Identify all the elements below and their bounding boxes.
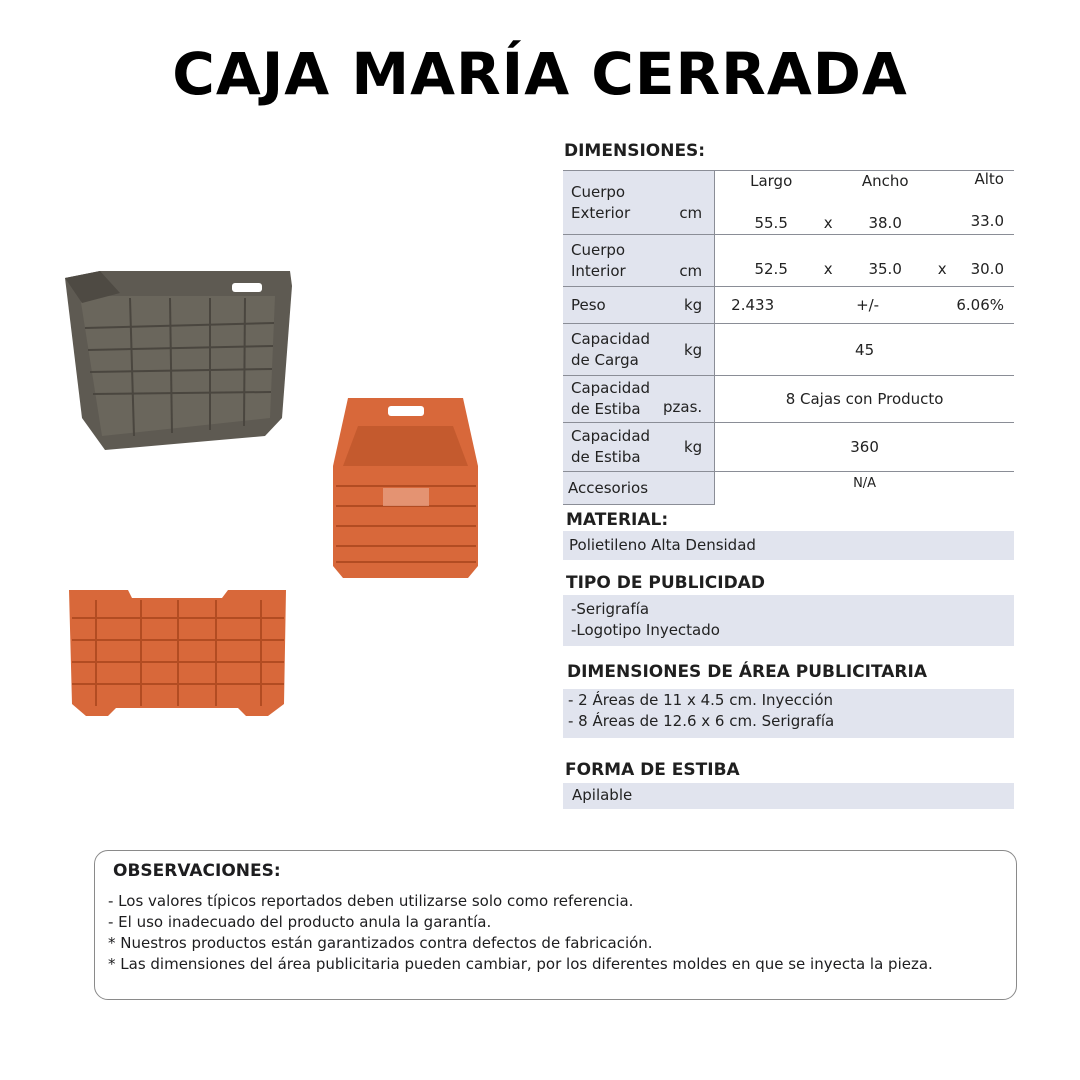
times-sign: x: [823, 214, 833, 232]
value-largo: 52.5: [754, 259, 788, 278]
row-unit: cm: [663, 235, 715, 287]
row-label: Accesorios: [563, 472, 663, 505]
row-unit: cm: [663, 171, 715, 235]
list-item: - Los valores típicos reportados deben utilizarse solo como referencia.: [108, 892, 634, 910]
observaciones-heading: OBSERVACIONES:: [113, 861, 281, 881]
value-ancho: 35.0: [868, 259, 902, 278]
dimensions-heading: DIMENSIONES:: [564, 141, 706, 161]
value-alto: 30.0: [970, 259, 1004, 278]
row-label: Capacidad: [571, 379, 651, 397]
header-largo: Largo: [750, 172, 793, 190]
list-item: -Logotipo Inyectado: [571, 621, 720, 639]
publicidad-heading: TIPO DE PUBLICIDAD: [566, 573, 765, 593]
material-value: [563, 531, 1014, 560]
table-row: [563, 324, 1014, 376]
estiba-text: Apilable: [572, 786, 633, 804]
table-row: [563, 472, 1014, 505]
row-label: de Carga: [571, 350, 639, 369]
table-row: [563, 423, 1014, 472]
material-text: Polietileno Alta Densidad: [569, 536, 756, 554]
value-largo: 55.5: [754, 214, 788, 232]
value-peso: 2.433: [731, 296, 775, 314]
list-item: - El uso inadecuado del producto anula la garantía.: [108, 913, 492, 931]
header-alto: Alto: [974, 170, 1004, 188]
estiba-value: [563, 783, 1014, 809]
area-list: [563, 689, 1014, 738]
row-unit: kg: [663, 324, 715, 376]
row-label: Capacidad: [571, 427, 651, 445]
value-capacidad-estiba-pzas: 8 Cajas con Producto: [715, 376, 1014, 423]
gray-crate-image: [60, 268, 295, 453]
list-item: - 2 Áreas de 11 x 4.5 cm. Inyección: [568, 691, 834, 709]
list-item: * Nuestros productos están garantizados contra defectos de fabricación.: [108, 934, 653, 952]
table-row: [563, 171, 1014, 235]
table-row: [563, 376, 1014, 423]
list-item: -Serigrafía: [571, 600, 650, 618]
material-heading: MATERIAL:: [566, 510, 669, 530]
estiba-heading: FORMA DE ESTIBA: [565, 760, 740, 780]
row-label: Capacidad: [571, 329, 651, 348]
table-row: [563, 235, 1014, 287]
row-unit: pzas.: [663, 376, 715, 423]
area-heading: DIMENSIONES DE ÁREA PUBLICITARIA: [567, 662, 927, 682]
row-label: Peso: [563, 287, 663, 324]
value-tolerance: 6.06%: [956, 296, 1004, 314]
dimensions-table: [563, 170, 1014, 505]
publicidad-list: [563, 595, 1014, 646]
row-label: de Estiba: [571, 400, 641, 418]
row-label: Cuerpo: [571, 182, 626, 201]
row-label: Cuerpo: [571, 240, 626, 259]
list-item: * Las dimensiones del área publicitaria pueden cambiar, por los diferentes moldes en que se inyecta la pieza.: [108, 955, 933, 973]
value-capacidad-carga: 45: [715, 324, 1014, 376]
row-label: de Estiba: [571, 448, 641, 466]
observaciones-box: [94, 850, 1017, 1000]
times-sign: x: [937, 259, 947, 278]
value-capacidad-estiba-kg: 360: [715, 423, 1014, 472]
table-row: [563, 287, 1014, 324]
row-label: Interior: [571, 261, 626, 280]
row-label: Exterior: [571, 203, 631, 222]
list-item: - 8 Áreas de 12.6 x 6 cm. Serigrafía: [568, 712, 835, 730]
row-unit: kg: [663, 423, 715, 472]
value-accesorios: N/A: [715, 472, 1014, 505]
orange-crate-side-image: [66, 586, 288, 718]
value-ancho: 38.0: [868, 214, 902, 232]
tolerance-sign: +/-: [856, 296, 880, 314]
page-title: CAJA MARÍA CERRADA: [172, 40, 908, 108]
row-unit: kg: [663, 287, 715, 324]
orange-crate-front-image: [328, 396, 486, 580]
value-alto: 33.0: [970, 212, 1004, 230]
times-sign: x: [823, 259, 833, 278]
header-ancho: Ancho: [861, 172, 909, 190]
